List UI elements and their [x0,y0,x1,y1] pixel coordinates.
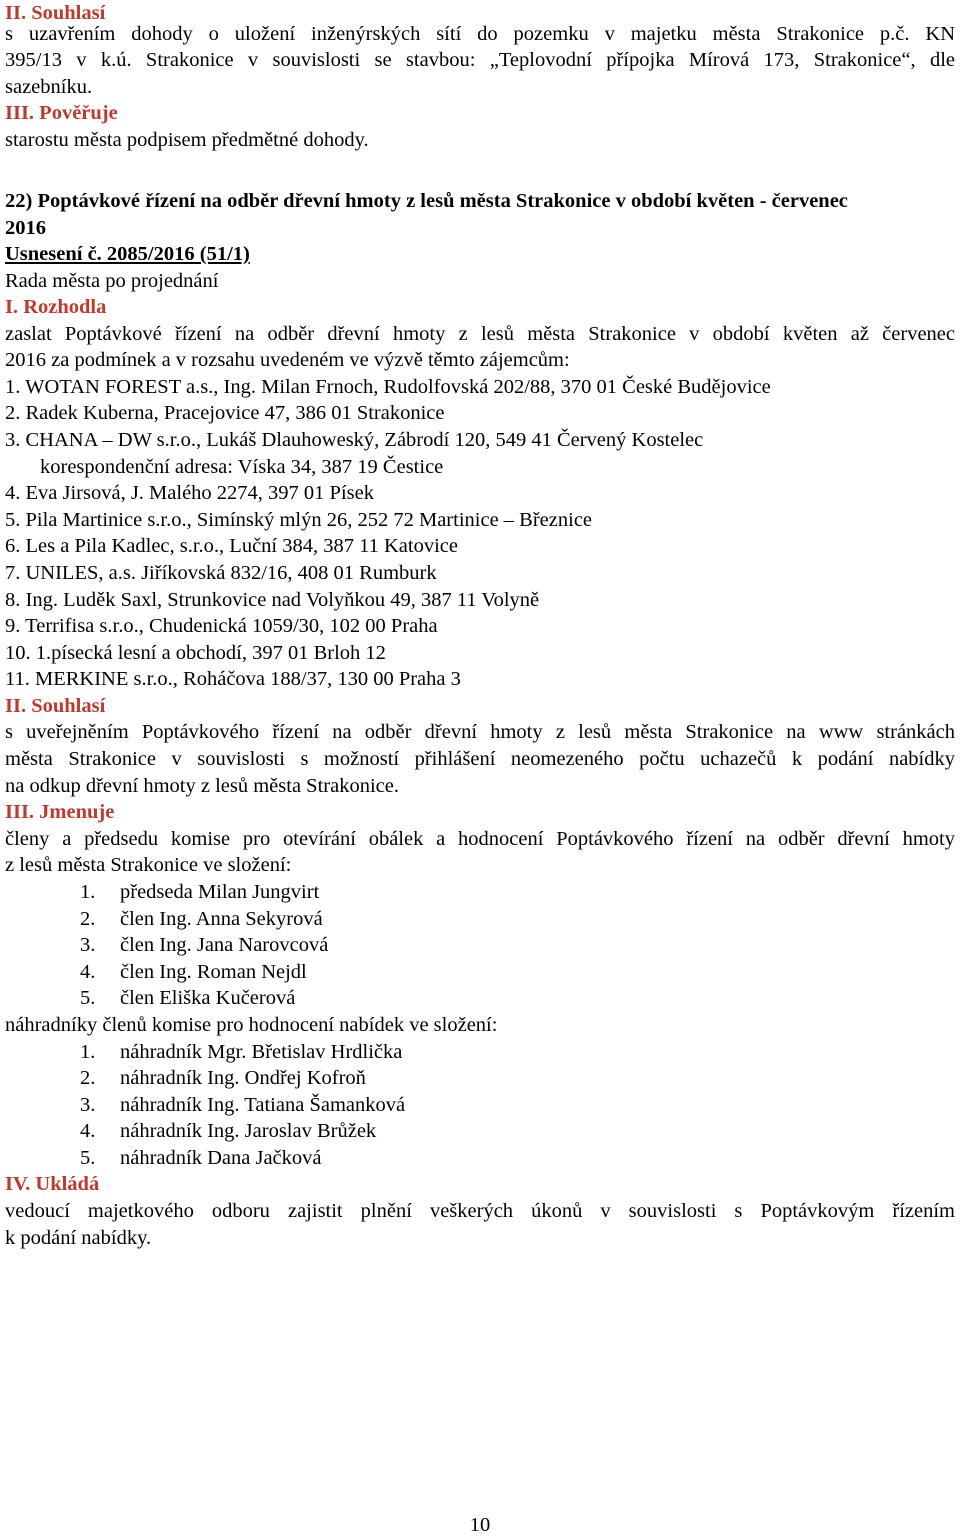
section3-line: členy a předsedu komise pro otevírání obálek a hodnocení Poptávkového řízení na odběr dřevní hmoty [5,828,955,850]
recipient-item: 1. WOTAN FOREST a.s., Ing. Milan Frnoch, Rudolfovská 202/88, 370 01 České Budějovice [5,376,771,398]
committee-member: 3. člen Ing. Jana Narovcová [80,934,329,956]
substitute-member: 4. náhradník Ing. Jaroslav Brůžek [80,1120,377,1142]
recipient-item: 8. Ing. Luděk Saxl, Strunkovice nad Volyňkou 49, 387 11 Volyně [5,589,540,611]
section1-line: zaslat Poptávkové řízení na odběr dřevní hmoty z lesů města Strakonice v období květen až červenec [5,323,955,345]
recipient-item: 4. Eva Jirsová, J. Malého 2274, 397 01 Písek [5,482,374,504]
committee-member: 5. člen Eliška Kučerová [80,987,296,1009]
section2-line: na odkup dřevní hmoty z lesů města Strakonice. [5,775,399,797]
page-number: 10 [469,1514,491,1536]
intro-heading-2: III. Pověřuje [5,102,118,124]
committee-member: 2. člen Ing. Anna Sekyrová [80,908,323,930]
substitute-member: 1. náhradník Mgr. Břetislav Hrdlička [80,1041,403,1063]
recipient-item: 11. MERKINE s.r.o., Roháčova 188/37, 130 00 Praha 3 [5,668,461,690]
agenda-item-title: 22) Poptávkové řízení na odběr dřevní hmoty z lesů města Strakonice v období květen - červenec [5,190,848,212]
recipient-item: 6. Les a Pila Kadlec, s.r.o., Luční 384, 387 11 Katovice [5,535,458,557]
section1-line: 2016 za podmínek a v rozsahu uvedeném ve výzvě těmto zájemcům: [5,349,570,371]
section3-heading: III. Jmenuje [5,801,115,823]
intro-line: sazebníku. [5,76,93,98]
recipient-item: 5. Pila Martinice s.r.o., Simínský mlýn 26, 252 72 Martinice – Březnice [5,509,593,531]
section3-line: z lesů města Strakonice ve složení: [5,854,292,876]
recipient-address: korespondenční adresa: Víska 34, 387 19 Čestice [40,456,444,478]
intro-line: 395/13 v k.ú. Strakonice v souvislosti se stavbou: „Teplovodní přípojka Mírová 173, Strakonice“, dle [5,49,955,71]
recipient-item: 9. Terrifisa s.r.o., Chudenická 1059/30, 102 00 Praha [5,615,438,637]
recipient-item: 10. 1.písecká lesní a obchodí, 397 01 Brloh 12 [5,642,386,664]
agenda-item-title-year: 2016 [5,217,46,239]
section2-line: s uveřejněním Poptávkového řízení na odběr dřevní hmoty z lesů města Strakonice na www stránkách [5,721,955,743]
committee-member: 4. člen Ing. Roman Nejdl [80,961,307,983]
council-line: Rada města po projednání [5,270,219,292]
committee-member: 1. předseda Milan Jungvirt [80,881,320,903]
substitute-member: 2. náhradník Ing. Ondřej Kofroň [80,1067,366,1089]
substitute-member: 5. náhradník Dana Jačková [80,1147,322,1169]
substitutes-intro: náhradníky členů komise pro hodnocení nabídek ve složení: [5,1014,498,1036]
section4-line: k podání nabídky. [5,1227,152,1249]
substitute-member: 3. náhradník Ing. Tatiana Šamanková [80,1094,406,1116]
recipient-item: 7. UNILES, a.s. Jiříkovská 832/16, 408 01 Rumburk [5,562,437,584]
section4-heading: IV. Ukládá [5,1173,100,1195]
recipient-item: 3. CHANA – DW s.r.o., Lukáš Dlauhoweský, Zábrodí 120, 549 41 Červený Kostelec [5,429,704,451]
section1-heading: I. Rozhodla [5,296,107,318]
resolution-number: Usnesení č. 2085/2016 (51/1) [5,243,250,265]
section2-heading: II. Souhlasí [5,695,106,717]
section4-line: vedoucí majetkového odboru zajistit plnění veškerých úkonů v souvislosti s Poptávkovým řízením [5,1200,955,1222]
intro-heading: II. Souhlasí [5,2,106,24]
recipient-item: 2. Radek Kuberna, Pracejovice 47, 386 01 Strakonice [5,402,445,424]
intro-line: starostu města podpisem předmětné dohody. [5,129,369,151]
section2-line: města Strakonice v souvislosti s možností přihlášení neomezeného počtu uchazečů k podání nabídky [5,748,955,770]
intro-line: s uzavřením dohody o uložení inženýrských sítí do pozemku v majetku města Strakonice p.č. KN [5,23,955,45]
